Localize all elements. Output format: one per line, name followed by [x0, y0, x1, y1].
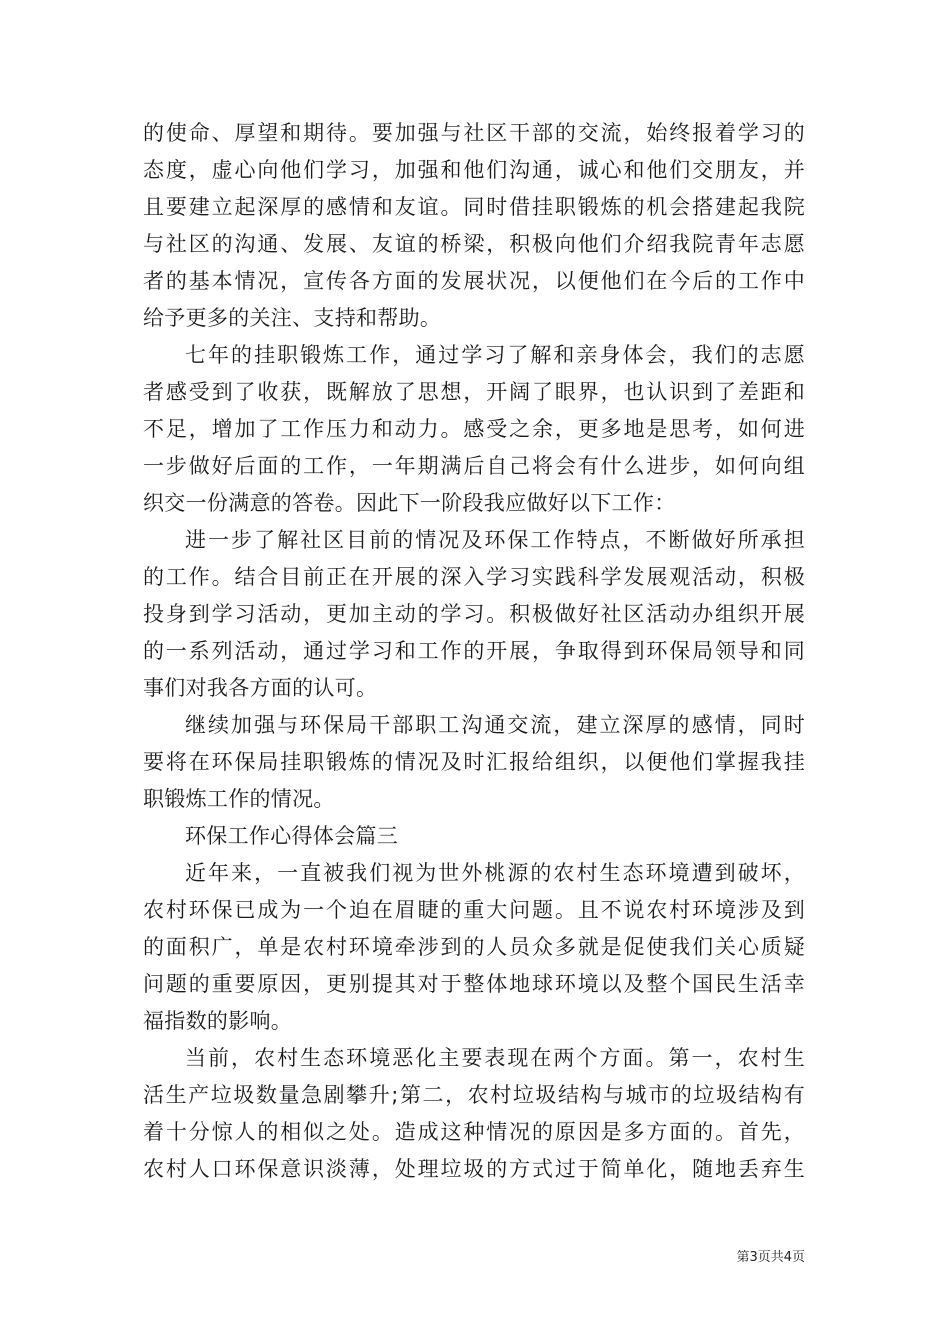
text-line: 与社区的沟通、发展、友谊的桥梁，积极向他们介绍我院青年志愿 [143, 232, 805, 256]
text-line: 环保工作心得体会篇三 [185, 824, 398, 848]
document-body [143, 115, 805, 1188]
paragraph [143, 707, 805, 818]
paragraph [143, 522, 805, 707]
paragraph [143, 115, 805, 337]
text-line: 近年来，一直被我们视为世外桃源的农村生态环境遭到破坏， [185, 861, 805, 885]
section-heading [143, 818, 805, 855]
paragraph [143, 337, 805, 522]
text-line: 的使命、厚望和期待。要加强与社区干部的交流，始终报着学习的 [143, 121, 805, 145]
text-line: 者的基本情况，宣传各方面的发展状况，以便他们在今后的工作中 [143, 269, 805, 293]
text-line: 投身到学习活动，更加主动的学习。积极做好社区活动办组织开展 [143, 602, 805, 626]
text-line: 不足，增加了工作压力和动力。感受之余，更多地是思考，如何进 [143, 417, 805, 441]
text-line: 农村环保已成为一个迫在眉睫的重大问题。且不说农村环境涉及到 [143, 898, 805, 922]
text-line: 职锻炼工作的情况。 [143, 787, 335, 811]
text-line: 要将在环保局挂职锻炼的情况及时汇报给组织，以便他们掌握我挂 [143, 750, 805, 774]
text-line: 者感受到了收获，既解放了思想，开阔了眼界，也认识到了差距和 [143, 380, 805, 404]
paragraph [143, 1040, 805, 1188]
text-line: 的工作。结合目前正在开展的深入学习实践科学发展观活动，积极 [143, 565, 805, 589]
text-line: 七年的挂职锻炼工作，通过学习了解和亲身体会，我们的志愿 [185, 343, 805, 367]
text-line: 进一步了解社区目前的情况及环保工作特点，不断做好所承担 [185, 528, 805, 552]
text-line: 的面积广，单是农村环境牵涉到的人员众多就是促使我们关心质疑 [143, 935, 805, 959]
text-line: 活生产垃圾数量急剧攀升;第二，农村垃圾结构与城市的垃圾结构有 [143, 1083, 805, 1107]
page-number: 第3页共4页 [736, 1250, 805, 1265]
paragraph [143, 855, 805, 1040]
text-line: 农村人口环保意识淡薄，处理垃圾的方式过于简单化，随地丢弃生 [143, 1157, 805, 1181]
text-line: 事们对我各方面的认可。 [143, 676, 378, 700]
text-line: 的一系列活动，通过学习和工作的开展，争取得到环保局领导和同 [143, 639, 805, 663]
text-line: 给予更多的关注、支持和帮助。 [143, 306, 442, 330]
text-line: 着十分惊人的相似之处。造成这种情况的原因是多方面的。首先， [143, 1120, 805, 1144]
text-line: 福指数的影响。 [143, 1009, 293, 1033]
text-line: 一步做好后面的工作，一年期满后自己将会有什么进步，如何向组 [143, 454, 805, 478]
text-line: 问题的重要原因，更别提其对于整体地球环境以及整个国民生活幸 [143, 972, 805, 996]
text-line: 继续加强与环保局干部职工沟通交流，建立深厚的感情，同时 [185, 713, 805, 737]
text-line: 态度，虚心向他们学习，加强和他们沟通，诚心和他们交朋友，并 [143, 158, 805, 182]
text-line: 织交一份满意的答卷。因此下一阶段我应做好以下工作： [143, 491, 676, 515]
text-line: 当前，农村生态环境恶化主要表现在两个方面。第一，农村生 [185, 1046, 805, 1070]
text-line: 且要建立起深厚的感情和友谊。同时借挂职锻炼的机会搭建起我院 [143, 195, 805, 219]
